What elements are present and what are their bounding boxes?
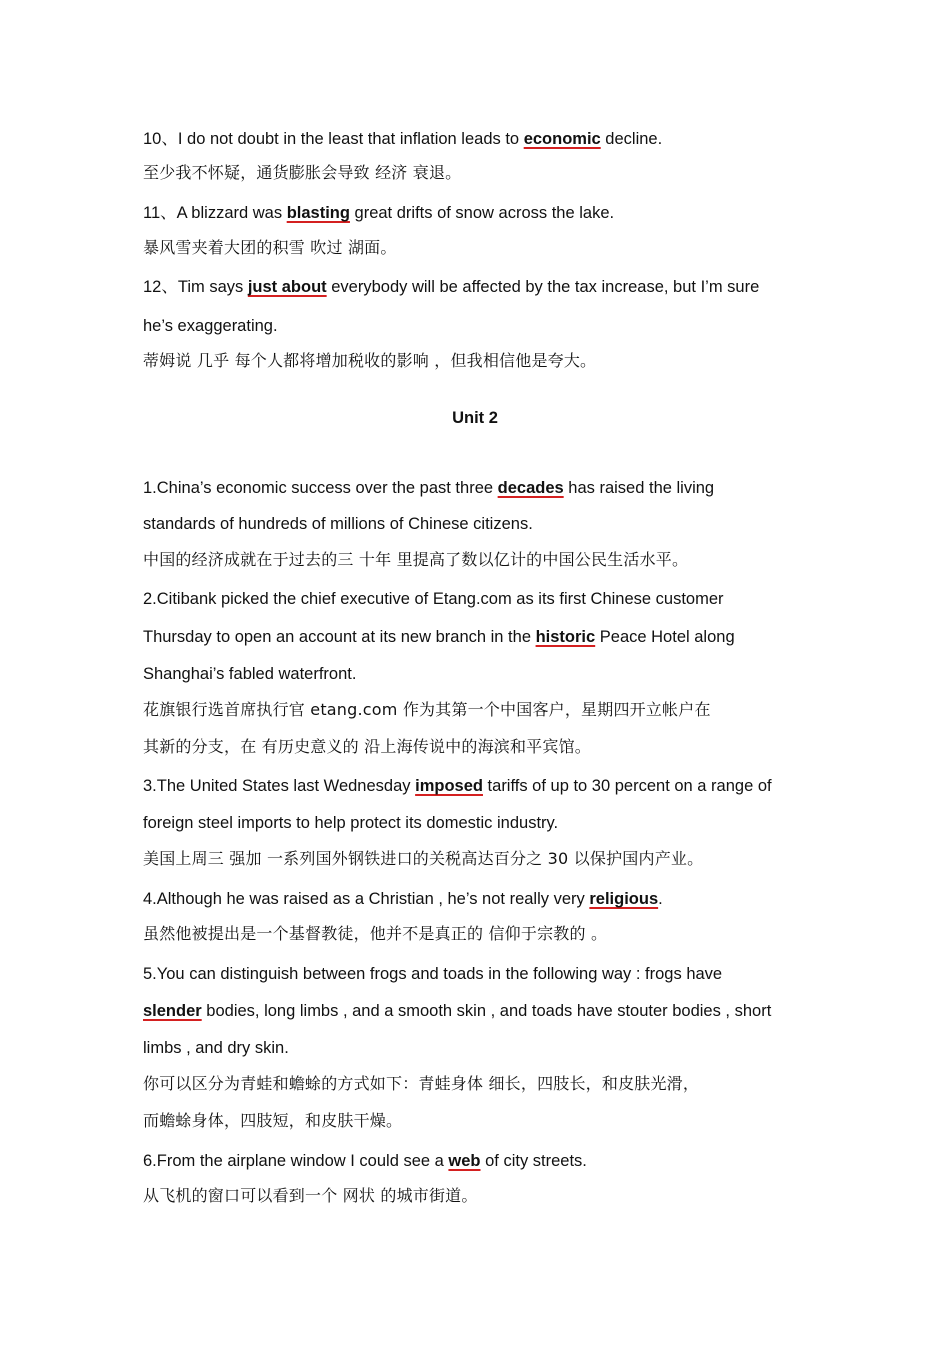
unit2-sentence-1-english <box>143 478 714 498</box>
text: 10、I do not doubt in the least that inflation leads to <box>143 130 524 148</box>
text: 6.From the airplane window I could see a <box>143 1152 449 1170</box>
keyword-blasting: blasting <box>286 204 350 222</box>
sentence-12-english <box>143 277 759 297</box>
text: everybody will be affected by the tax increase, but I’m sure <box>326 278 760 296</box>
text: tariffs of up to 30 percent on a range of <box>482 777 772 795</box>
unit2-sentence-1-english-cont: standards of hundreds of millions of Chinese citizens. <box>143 515 533 533</box>
unit2-sentence-5-english: 5.You can distinguish between frogs and toads in the following way : frogs have <box>143 965 723 983</box>
unit2-sentence-3-english <box>143 776 772 796</box>
unit-heading: Unit 2 <box>452 409 498 427</box>
text: 11、A blizzard was <box>143 204 287 222</box>
unit2-sentence-5-english-cont <box>143 1001 771 1021</box>
unit2-sentence-6-chinese: 从飞机的窗口可以看到一个 网状 的城市街道。 <box>143 1186 478 1205</box>
sentence-10-english <box>143 129 662 149</box>
text: . <box>658 890 663 908</box>
text: 4.Although he was raised as a Christian , he’s not really very <box>143 890 590 908</box>
unit2-sentence-2-chinese-cont: 其新的分支，在 有历史意义的 沿上海传说中的海滨和平宾馆。 <box>143 737 591 756</box>
text: Peace Hotel along <box>595 628 735 646</box>
unit2-sentence-6-english <box>143 1151 587 1171</box>
unit2-sentence-5-chinese: 你可以区分为青蛙和蟾蜍的方式如下：青蛙身体 细长，四肢长，和皮肤光滑， <box>143 1074 700 1093</box>
keyword-just-about: just about <box>247 278 327 296</box>
keyword-slender: slender <box>143 1002 202 1020</box>
text: Thursday to open an account at its new branch in the <box>143 628 536 646</box>
keyword-decades: decades <box>497 479 564 497</box>
keyword-imposed: imposed <box>415 777 483 795</box>
text: bodies, long limbs , and a smooth skin , and toads have stouter bodies , short <box>201 1002 772 1020</box>
sentence-12-english-cont: he’s exaggerating. <box>143 317 278 335</box>
sentence-10-chinese: 至少我不怀疑，通货膨胀会导致 经济 衰退。 <box>143 163 462 182</box>
unit2-sentence-5-english-end: limbs , and dry skin. <box>143 1039 289 1057</box>
unit2-sentence-3-english-cont: foreign steel imports to help protect its domestic industry. <box>143 814 559 832</box>
unit2-sentence-5-chinese-cont: 而蟾蜍身体，四肢短，和皮肤干燥。 <box>143 1111 403 1130</box>
unit2-sentence-2-english: 2.Citibank picked the chief executive of Etang.com as its first Chinese customer <box>143 590 724 608</box>
unit2-sentence-4-english <box>143 889 663 909</box>
unit2-sentence-2-chinese: 花旗银行选首席执行官 etang.com 作为其第一个中国客户，星期四开立帐户在 <box>143 700 711 719</box>
keyword-web: web <box>448 1152 481 1170</box>
keyword-economic: economic <box>523 130 601 148</box>
sentence-11-english <box>143 203 614 223</box>
text: 1.China’s economic success over the past three <box>143 479 498 497</box>
unit2-sentence-1-chinese: 中国的经济成就在于过去的三 十年 里提高了数以亿计的中国公民生活水平。 <box>143 550 689 569</box>
text: of city streets. <box>480 1152 587 1170</box>
unit2-sentence-2-english-cont <box>143 627 735 647</box>
text: 12、Tim says <box>143 278 248 296</box>
text: great drifts of snow across the lake. <box>349 204 615 222</box>
unit2-sentence-3-chinese: 美国上周三 强加 一系列国外钢铁进口的关税高达百分之 30 以保护国内产业。 <box>143 849 704 868</box>
keyword-historic: historic <box>535 628 596 646</box>
sentence-12-chinese: 蒂姆说 几乎 每个人都将增加税收的影响 ，但我相信他是夸大。 <box>143 351 597 370</box>
sentence-11-chinese: 暴风雪夹着大团的积雪 吹过 湖面。 <box>143 238 397 257</box>
unit2-sentence-4-chinese: 虽然他被提出是一个基督教徒，他并不是真正的 信仰于宗教的 。 <box>143 924 608 943</box>
text: has raised the living <box>563 479 715 497</box>
keyword-religious: religious <box>589 890 659 908</box>
text: decline. <box>600 130 663 148</box>
unit2-sentence-2-english-end: Shanghai’s fabled waterfront. <box>143 665 357 683</box>
text: 3.The United States last Wednesday <box>143 777 416 795</box>
